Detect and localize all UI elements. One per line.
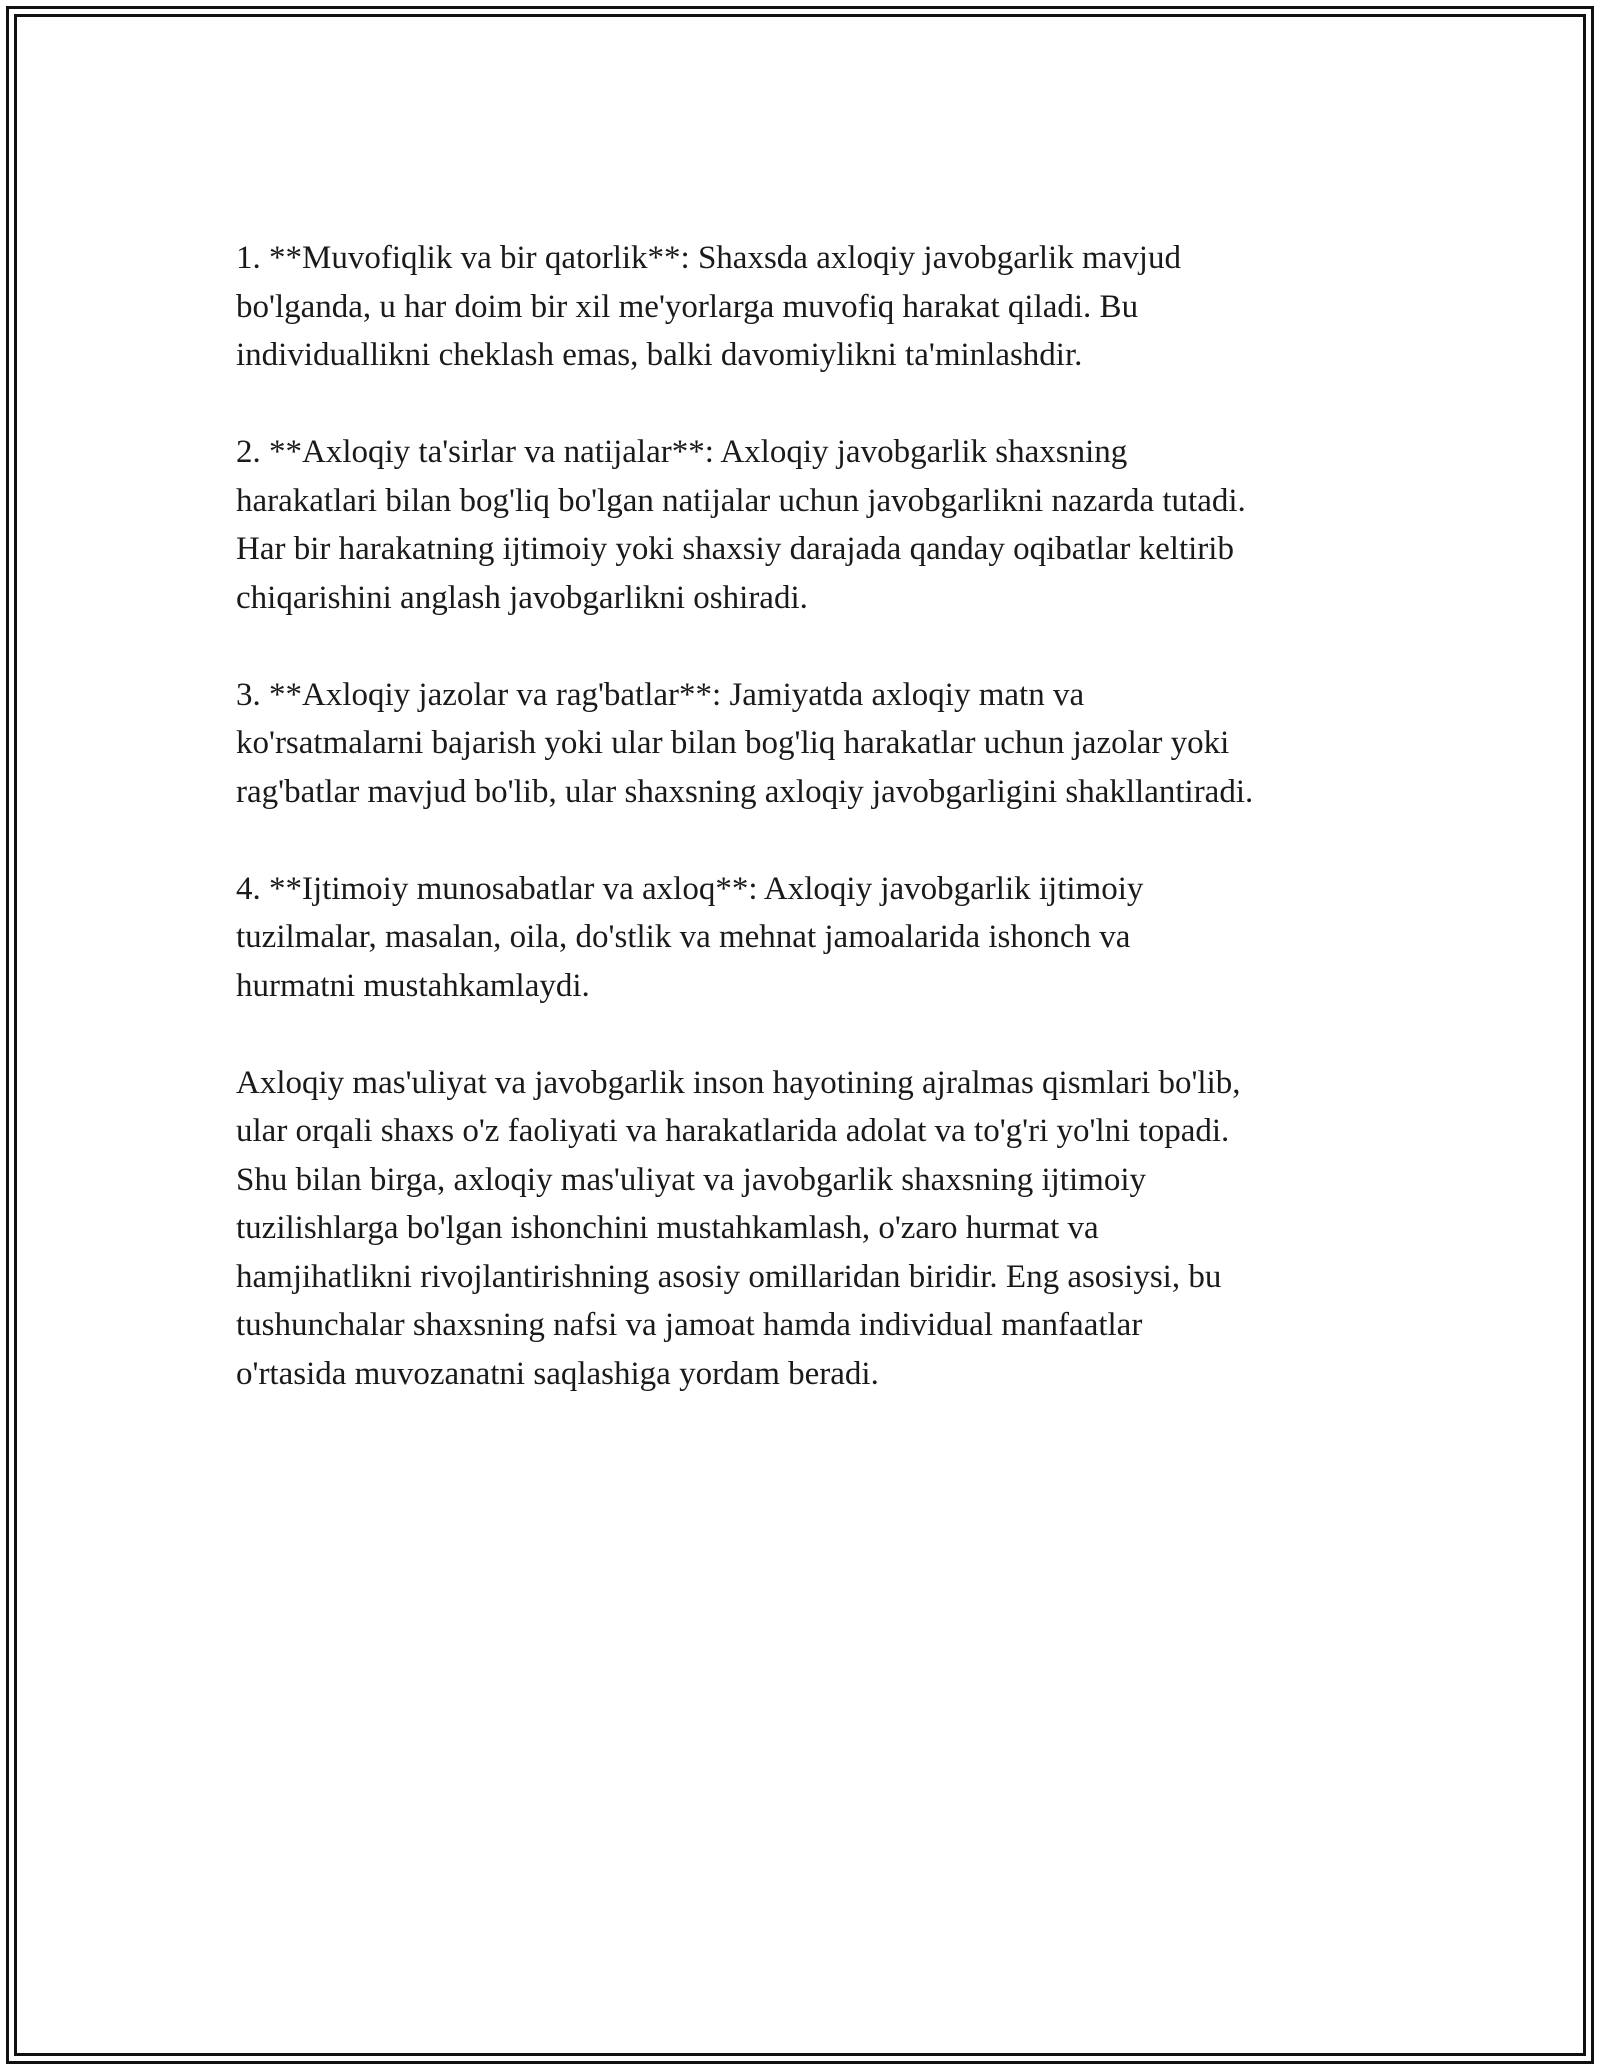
list-item-4: 4. **Ijtimoiy munosabatlar va axloq**: Axloqiy javobgarlik ijtimoiy tuzilmalar, masalan, oila, do'stlik va mehnat jamoalarida ishonch va hurmatni mustahkamlaydi. — [236, 870, 1144, 1004]
list-item-2: 2. **Axloqiy ta'sirlar va natijalar**: Axloqiy javobgarlik shaxsning harakatlari bilan bog'liq bo'lgan natijalar uchun javobgarlikni nazarda tutadi. Har bir harakatning ijtimoiy yoki shaxsiy darajada qanday oqibatlar keltirib chiqarishini anglash javobgarlikni oshiradi. — [236, 434, 1246, 616]
list-item-3: 3. **Axloqiy jazolar va rag'batlar**: Jamiyatda axloqiy matn va ko'rsatmalarni bajarish yoki ular bilan bog'liq harakatlar uchun jazolar yoki rag'batlar mavjud bo'lib, ular shaxsning axloqiy javobgarligini shakllantiradi. — [236, 676, 1254, 810]
document-body — [236, 234, 1396, 1398]
list-item-1: 1. **Muvofiqlik va bir qatorlik**: Shaxsda axloqiy javobgarlik mavjud bo'lganda, u har doim bir xil me'yorlarga muvofiq harakat qiladi. Bu individuallikni cheklash emas, balki davomiylikni ta'minlashdir. — [236, 240, 1181, 373]
conclusion-paragraph: Axloqiy mas'uliyat va javobgarlik inson hayotining ajralmas qismlari bo'lib, ular orqali shaxs o'z faoliyati va harakatlarida adolat va to'g'ri yo'lni topadi. Shu bilan birga, axloqiy mas'uliyat va javobgarlik shaxsning ijtimoiy tuzilishlarga bo'lgan ishonchini mustahkamlash, o'zaro hurmat va hamjihatlikni rivojlantirishning asosiy omillaridan biridir. Eng asosiysi, bu tushunchalar shaxsning nafsi va jamoat hamda individual manfaatlar o'rtasida muvozanatni saqlashiga yordam beradi. — [236, 1064, 1241, 1392]
